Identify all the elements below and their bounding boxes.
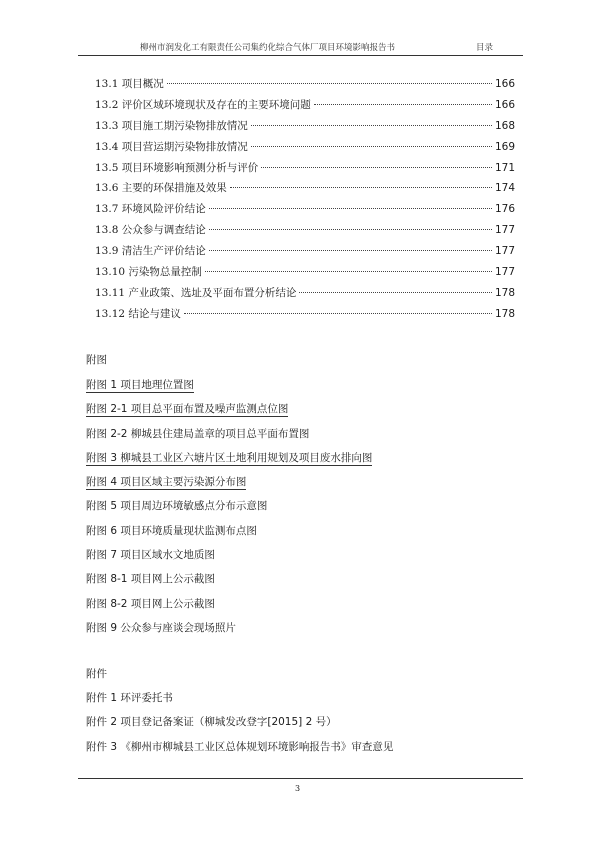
toc-entry-page: 174 [494,182,515,195]
toc-leader-dots [205,271,492,272]
list-item-text: 附件 1 环评委托书 [86,692,173,704]
attachment-list-item[interactable] [86,690,393,714]
list-item-text: 附图 9 公众参与座谈会现场照片 [86,621,236,634]
figure-list-item[interactable] [86,571,372,595]
toc-entry-label: 13.3 项目施工期污染物排放情况 [95,119,248,132]
list-item-text: 附件 2 项目登记备案证（柳城发改登字[2015] 2 号） [86,716,337,729]
toc-entry[interactable] [95,180,515,201]
toc-entry-page: 178 [494,307,515,320]
toc-entry-page: 177 [494,266,515,279]
toc-entry-label: 13.7 环境风险评价结论 [95,203,206,216]
toc-entry[interactable] [95,222,515,243]
attachments-list [86,690,393,763]
figure-list-item[interactable] [86,401,372,425]
toc-entry-label: 13.8 公众参与调查结论 [95,224,206,237]
toc-leader-dots [299,292,492,293]
figure-list-item[interactable] [86,377,372,401]
footer-divider [78,778,523,779]
toc-entry-label: 13.9 清洁生产评价结论 [95,245,206,258]
toc-entry[interactable] [95,201,515,222]
list-item-text: 附图 6 项目环境质量现状监测布点图 [86,524,257,537]
toc-entry-label: 13.6 主要的环保措施及效果 [95,182,227,195]
toc-entry-label: 13.11 产业政策、选址及平面布置分析结论 [95,286,297,299]
list-item-text: 附图 2-1 项目总平面布置及噪声监测点位图 [86,403,289,416]
figure-list-item[interactable] [86,474,372,498]
figures-list [86,377,372,644]
toc-entry-page: 177 [494,224,515,237]
toc-leader-dots [230,187,492,188]
list-item-text: 附件 3 《柳州市柳城县工业区总体规划环境影响报告书》审查意见 [86,740,394,753]
attachments-heading: 附件 [86,668,107,680]
figure-list-item[interactable] [86,426,372,450]
list-item-text: 附图 1 项目地理位置图 [86,379,194,391]
toc-entry[interactable] [95,160,515,181]
toc-entry-page: 171 [494,161,515,174]
toc-entry-page: 168 [494,119,515,132]
figure-list-item[interactable] [86,596,372,620]
figure-list-item[interactable] [86,620,372,644]
toc-leader-dots [209,208,492,209]
figures-heading: 附图 [86,354,107,366]
toc-leader-dots [209,250,492,251]
toc-entry-label: 13.10 污染物总量控制 [95,266,202,279]
toc-entry-label: 13.4 项目营运期污染物排放情况 [95,140,248,153]
toc-entry[interactable] [95,306,515,327]
list-item-text: 附图 5 项目周边环境敏感点分布示意图 [86,500,268,513]
toc-entry-page: 166 [494,78,515,90]
toc-entry-page: 166 [494,98,515,111]
table-of-contents [95,76,515,327]
toc-entry-page: 178 [494,286,515,299]
toc-leader-dots [261,167,492,168]
figure-list-item[interactable] [86,523,372,547]
header-section-name: 目录 [475,43,493,53]
toc-entry-page: 176 [494,203,515,216]
list-item-text: 附图 8-2 项目网上公示截图 [86,597,215,610]
toc-leader-dots [251,146,492,147]
toc-entry[interactable] [95,285,515,306]
figure-list-item[interactable] [86,547,372,571]
toc-entry-page: 177 [494,245,515,258]
toc-leader-dots [167,83,492,84]
toc-entry[interactable] [95,118,515,139]
toc-entry-label: 13.2 评价区域环境现状及存在的主要环境问题 [95,98,311,111]
toc-entry[interactable] [95,264,515,285]
toc-entry-label: 13.1 项目概况 [95,78,164,90]
page-header [78,41,523,55]
list-item-text: 附图 8-1 项目网上公示截图 [86,573,215,586]
toc-entry[interactable] [95,97,515,118]
header-document-title: 柳州市润发化工有限责任公司集约化综合气体厂项目环境影响报告书 [140,43,396,53]
toc-leader-dots [251,125,492,126]
figure-list-item[interactable] [86,450,372,474]
list-item-text: 附图 4 项目区域主要污染源分布图 [86,476,247,489]
toc-entry[interactable] [95,76,515,97]
list-item-text: 附图 7 项目区域水文地质图 [86,549,215,562]
list-item-text: 附图 3 柳城县工业区六塘片区土地利用规划及项目废水排向图 [86,451,373,464]
toc-leader-dots [184,313,492,314]
toc-entry-label: 13.12 结论与建议 [95,307,181,320]
toc-leader-dots [314,104,492,105]
toc-entry-page: 169 [494,140,515,153]
toc-entry[interactable] [95,139,515,160]
toc-entry[interactable] [95,243,515,264]
figure-list-item[interactable] [86,498,372,522]
toc-leader-dots [209,229,492,230]
toc-entry-label: 13.5 项目环境影响预测分析与评价 [95,161,259,174]
page-number: 3 [294,784,301,793]
attachment-list-item[interactable] [86,714,393,738]
header-divider [78,55,523,56]
attachment-list-item[interactable] [86,739,393,763]
list-item-text: 附图 2-2 柳城县住建局盖章的项目总平面布置图 [86,427,310,440]
